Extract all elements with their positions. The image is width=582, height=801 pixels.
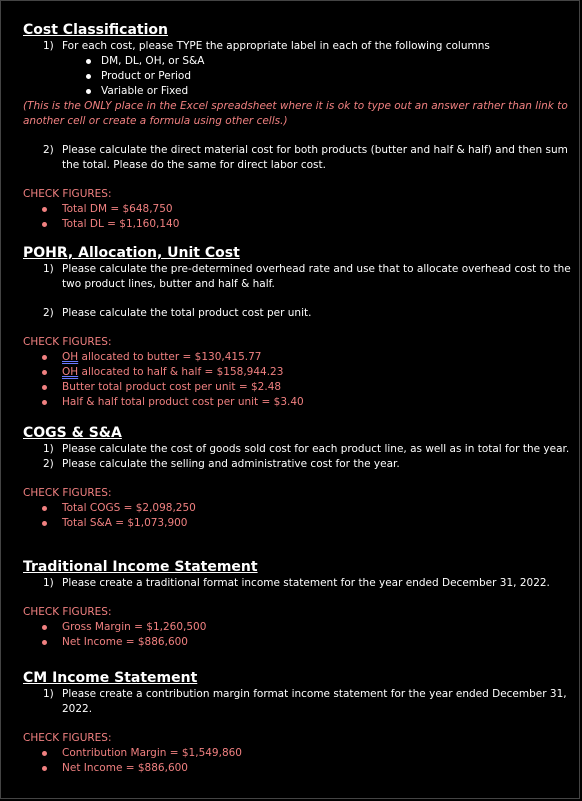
section-pohr xyxy=(23,244,571,410)
list-item: Variable or Fixed xyxy=(23,84,571,99)
check-figures-label: CHECK FIGURES: xyxy=(23,336,112,348)
step-number: 2) xyxy=(43,458,54,470)
check-text: allocated to half & half = $158,944.23 xyxy=(78,366,284,378)
step-number: 1) xyxy=(43,263,54,275)
section-title: COGS & S&A xyxy=(23,425,122,441)
check-figures-label: CHECK FIGURES: xyxy=(23,487,112,499)
step-number: 2) xyxy=(43,307,54,319)
step-1 xyxy=(23,442,571,457)
check-figures-label: CHECK FIGURES: xyxy=(23,732,112,744)
list-item: DM, DL, OH, or S&A xyxy=(23,54,571,69)
step-2 xyxy=(23,143,571,173)
check-figures-label: CHECK FIGURES: xyxy=(23,188,112,200)
list-item: Gross Margin = $1,260,500 xyxy=(23,620,571,635)
section-cogs xyxy=(23,424,571,531)
section-cm-income xyxy=(23,669,571,776)
section-title: Traditional Income Statement xyxy=(23,559,258,575)
check-figures-list xyxy=(23,202,571,232)
step-1 xyxy=(23,262,571,292)
step-text: Please calculate the pre-determined overhead rate and use that to allocate overhead cost to the two product lines, butter and half & half. xyxy=(62,263,571,290)
check-figures-list xyxy=(23,350,571,410)
section-title: POHR, Allocation, Unit Cost xyxy=(23,245,240,261)
spellcheck-word: OH xyxy=(62,366,79,378)
list-item xyxy=(23,365,571,380)
list-item: Product or Period xyxy=(23,69,571,84)
list-item: Net Income = $886,600 xyxy=(23,761,571,776)
step-text: Please create a traditional format income statement for the year ended December 31, 2022. xyxy=(62,577,550,589)
step-text: Please calculate the selling and administrative cost for the year. xyxy=(62,458,400,470)
step-1 xyxy=(23,576,571,591)
step-1 xyxy=(23,687,571,717)
step-2 xyxy=(23,457,571,472)
check-figures-list xyxy=(23,620,571,650)
step-2 xyxy=(23,306,571,321)
section-title: CM Income Statement xyxy=(23,670,198,686)
step-text: For each cost, please TYPE the appropriate label in each of the following columns xyxy=(62,40,490,52)
list-item: Total S&A = $1,073,900 xyxy=(23,516,571,531)
step-1 xyxy=(23,39,571,54)
section-title: Cost Classification xyxy=(23,22,168,38)
section-cost-classification xyxy=(23,21,571,232)
step-number: 1) xyxy=(43,577,54,589)
spellcheck-word: OH xyxy=(62,351,79,363)
step-number: 1) xyxy=(43,40,54,52)
list-item: Total DM = $648,750 xyxy=(23,202,571,217)
step-number: 1) xyxy=(43,688,54,700)
step-text: Please create a contribution margin format income statement for the year ended December 31, 2022. xyxy=(62,688,567,715)
list-item xyxy=(23,350,571,365)
step-number: 2) xyxy=(43,144,54,156)
step-text: Please calculate the direct material cost for both products (butter and half & half) and then sum the total. Please do the same for direct labor cost. xyxy=(62,144,568,171)
check-figures-list xyxy=(23,501,571,531)
label-options-list xyxy=(23,54,571,99)
step-number: 1) xyxy=(43,443,54,455)
list-item: Contribution Margin = $1,549,860 xyxy=(23,746,571,761)
step-text: Please calculate the total product cost per unit. xyxy=(62,307,312,319)
list-item: Half & half total product cost per unit = $3.40 xyxy=(23,395,571,410)
note-text: (This is the ONLY place in the Excel spreadsheet where it is ok to type out an answer rather than link to another cell or create a formula using other cells.) xyxy=(23,100,568,127)
list-item: Total DL = $1,160,140 xyxy=(23,217,571,232)
list-item: Net Income = $886,600 xyxy=(23,635,571,650)
section-traditional-income xyxy=(23,558,571,650)
step-text: Please calculate the cost of goods sold cost for each product line, as well as in total for the year. xyxy=(62,443,570,455)
check-text: allocated to butter = $130,415.77 xyxy=(78,351,262,363)
list-item: Butter total product cost per unit = $2.48 xyxy=(23,380,571,395)
check-figures-list xyxy=(23,746,571,776)
check-figures-label: CHECK FIGURES: xyxy=(23,606,112,618)
list-item: Total COGS = $2,098,250 xyxy=(23,501,571,516)
